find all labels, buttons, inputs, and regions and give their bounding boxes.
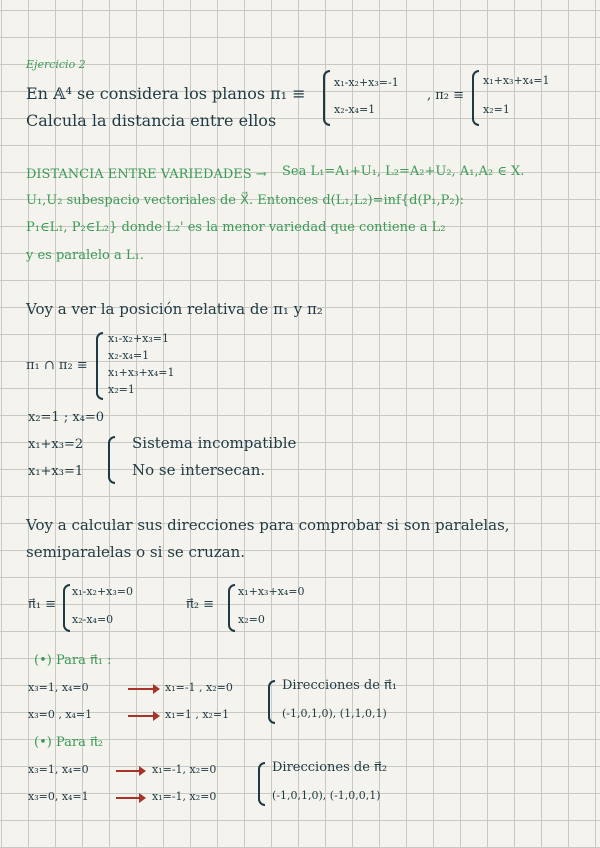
system-equation: x₂=1 bbox=[108, 383, 135, 396]
pi2-equation-2: x₂=1 bbox=[483, 103, 510, 116]
conclusion-incompatible: Sistema incompatible bbox=[132, 434, 297, 452]
brace bbox=[108, 436, 115, 484]
pi1-result-vectors: (-1,0,1,0), (1,1,0,1) bbox=[282, 707, 387, 720]
system-equation: x₁-x₂+x₃=1 bbox=[108, 332, 169, 345]
brace bbox=[258, 762, 265, 806]
intersection-label: π₁ ∩ π₂ ≡ bbox=[26, 358, 88, 373]
theory-line-4: y es paralelo a L₁. bbox=[26, 248, 144, 263]
substitution-3: x₁+x₃=1 bbox=[28, 464, 84, 479]
brace bbox=[228, 584, 235, 632]
brace bbox=[472, 70, 479, 126]
pi1-vector-equation: x₂-x₄=0 bbox=[72, 613, 114, 626]
system-equation: x₂-x₄=1 bbox=[108, 349, 150, 362]
substitution-1: x₂=1 ; x₄=0 bbox=[28, 410, 105, 425]
pi2-row-right: x₁=-1, x₂=0 bbox=[152, 790, 217, 803]
directions-intro-1: Voy a calcular sus direcciones para comprobar si son paralelas, bbox=[26, 516, 510, 534]
pi2-label: , π₂ ≡ bbox=[427, 88, 465, 103]
arrow-icon bbox=[116, 770, 144, 772]
pi1-vector-equation: x₁-x₂+x₃=0 bbox=[72, 585, 133, 598]
brace bbox=[63, 584, 70, 632]
pi1-row-right: x₁=1 , x₂=1 bbox=[165, 708, 230, 721]
pi1-vector-label: π⃗₁ ≡ bbox=[28, 597, 57, 612]
pi2-vector-equation: x₁+x₃+x₄=0 bbox=[238, 585, 305, 598]
brace bbox=[323, 70, 330, 126]
pi1-equation-2: x₂-x₄=1 bbox=[334, 103, 376, 116]
pi2-result-title: Direcciones de π⃗₂ bbox=[272, 760, 388, 775]
arrow-icon bbox=[128, 688, 158, 690]
brace bbox=[268, 680, 275, 724]
exercise-statement-1: En 𝔸⁴ se considera los planos π₁ ≡ bbox=[26, 84, 306, 103]
theory-line-3: P₁∈L₁, P₂∈L₂} donde L₂' es la menor variedad que contiene a L₂ bbox=[26, 220, 446, 235]
pi1-equation-1: x₁-x₂+x₃=-1 bbox=[334, 76, 399, 89]
pi1-row-left: x₃=1, x₄=0 bbox=[28, 681, 89, 694]
pi2-vector-equation: x₂=0 bbox=[238, 613, 265, 626]
theory-line-2: U₁,U₂ subespacio vectoriales de X⃗. Entonces d(L₁,L₂)=inf{d(P₁,P₂): bbox=[26, 193, 465, 208]
brace bbox=[96, 332, 103, 400]
pi2-row-left: x₃=1, x₄=0 bbox=[28, 763, 89, 776]
pi1-row-left: x₃=0 , x₄=1 bbox=[28, 708, 93, 721]
pi1-section-header: (•) Para π⃗₁ : bbox=[34, 653, 112, 668]
pi2-row-left: x₃=0, x₄=1 bbox=[28, 790, 89, 803]
substitution-2: x₁+x₃=2 bbox=[28, 437, 84, 452]
exercise-title: Ejercicio 2 bbox=[26, 58, 86, 71]
system-equation: x₁+x₃+x₄=1 bbox=[108, 366, 175, 379]
pi2-row-right: x₁=-1, x₂=0 bbox=[152, 763, 217, 776]
arrow-icon bbox=[128, 715, 158, 717]
pi2-equation-1: x₁+x₃+x₄=1 bbox=[483, 74, 550, 87]
pi2-result-vectors: (-1,0,1,0), (-1,0,0,1) bbox=[272, 789, 381, 802]
exercise-statement-2: Calcula la distancia entre ellos bbox=[26, 111, 277, 130]
pi2-vector-label: π⃗₂ ≡ bbox=[186, 597, 215, 612]
pi1-result-title: Direcciones de π⃗₁ bbox=[282, 678, 398, 693]
pi1-row-right: x₁=-1 , x₂=0 bbox=[165, 681, 233, 694]
theory-line-1-head: DISTANCIA ENTRE VARIEDADES → bbox=[26, 167, 267, 182]
arrow-icon bbox=[116, 797, 144, 799]
theory-line-1-tail: Sea L₁=A₁+U₁, L₂=A₂+U₂, A₁,A₂ ∈ X. bbox=[282, 164, 525, 179]
pi2-section-header: (•) Para π⃗₂ bbox=[34, 735, 103, 750]
conclusion-no-intersection: No se intersecan. bbox=[132, 461, 266, 479]
relative-position-intro: Voy a ver la posición relativa de π₁ y π₂ bbox=[26, 300, 323, 318]
directions-intro-2: semiparalelas o si se cruzan. bbox=[26, 543, 246, 561]
